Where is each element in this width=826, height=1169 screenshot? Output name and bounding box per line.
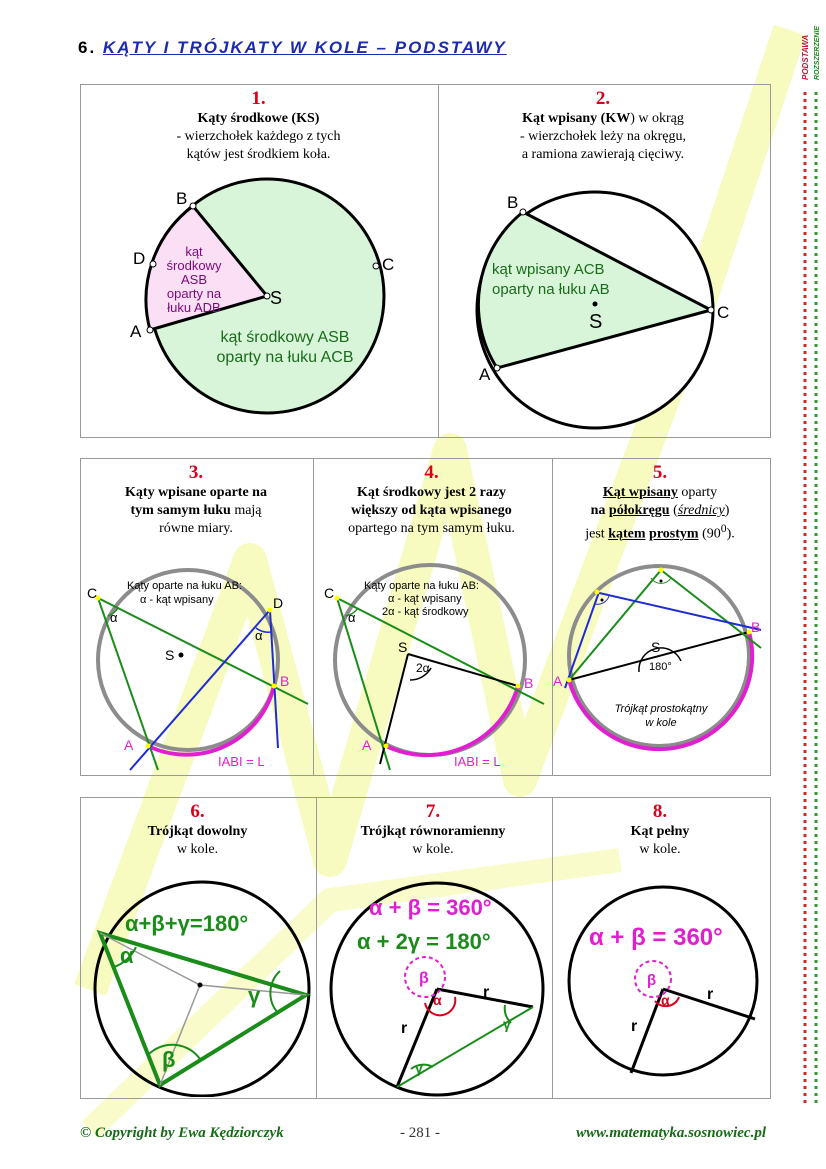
copyright: © Copyright by Ewa Kędziorczyk — [80, 1125, 284, 1141]
p5-line-3b: kątem — [608, 526, 646, 542]
website-link[interactable]: www.matematyka.sosnowiec.pl — [576, 1125, 766, 1141]
inner-line-5: łuku ADB — [167, 300, 221, 315]
panel-8-number: 8. — [652, 801, 668, 822]
arc-length: IABI = L — [218, 754, 265, 769]
p5-line-2a: na — [590, 503, 609, 518]
p4-line-3: opartego na tym samym łuku. — [348, 521, 515, 536]
panel-3-figure — [80, 458, 312, 774]
panel-3-number: 3. — [188, 462, 204, 483]
r-label-1: r — [707, 986, 714, 1003]
p2-title-pre: Kąt wpisany ( — [522, 111, 606, 126]
label-s: S — [398, 639, 408, 655]
panel-4-number: 4. — [424, 462, 439, 483]
label-d: D — [273, 595, 284, 611]
formula: α+β+γ=180° — [125, 911, 249, 936]
label-b: B — [507, 193, 519, 212]
label-b: B — [280, 673, 290, 689]
label-s: S — [270, 288, 283, 308]
p3-line-1: Kąty wpisane oparte na — [125, 485, 267, 500]
inner-line-1: kąt wpisany ACB — [492, 261, 605, 278]
arc-length: IABI = L — [454, 754, 501, 769]
label-s: S — [651, 639, 661, 655]
p5-line-3e: (90 — [698, 526, 721, 542]
p1-desc-2: kątów jest środkiem koła. — [186, 147, 331, 162]
inner-line-2: środkowy — [166, 258, 222, 273]
p5-line-2c: ( — [669, 503, 678, 518]
note-2: α - kąt wpisany — [388, 593, 462, 605]
inner-line-1: kąt — [185, 244, 203, 259]
p5-line-3g: ). — [726, 526, 735, 542]
label-c: C — [87, 585, 98, 601]
formula-1: α + β = 360° — [369, 895, 492, 920]
alpha: α — [120, 943, 134, 968]
label-b: B — [524, 675, 534, 691]
p2-desc-1: - wierzchołek leży na okręgu, — [520, 129, 686, 144]
outer-line-1: kąt środkowy ASB — [220, 329, 350, 346]
panel-7-figure — [315, 797, 551, 1097]
p6-line-2: w kole. — [176, 842, 219, 857]
inner-line-2: oparty na łuku AB — [492, 281, 610, 298]
p8-line-1: Kąt pełny — [630, 824, 690, 839]
alpha: α — [433, 992, 442, 1008]
label-s: S — [165, 647, 175, 663]
label-b: B — [176, 189, 188, 208]
panel-2-number: 2. — [595, 88, 611, 109]
beta: β — [647, 972, 657, 989]
alpha: α — [661, 992, 670, 1008]
p5-line-3f: 0 — [720, 522, 727, 535]
panel-5-figure — [551, 458, 769, 774]
p7-line-1: Trójkąt równoramienny — [360, 824, 506, 839]
panel-6-figure — [80, 797, 315, 1097]
beta: β — [419, 970, 429, 987]
page-number: - 281 - — [400, 1125, 440, 1141]
alpha-2: α — [255, 628, 263, 643]
r-label-1: r — [483, 984, 490, 1001]
r-label-2: r — [631, 1018, 638, 1035]
caption-1: Trójkąt prostokątny — [614, 703, 708, 715]
panel-4-figure — [312, 458, 551, 774]
p7-line-2: w kole. — [412, 842, 454, 857]
p1-abbr: KS — [296, 111, 315, 126]
r-label-2: r — [401, 1020, 408, 1037]
p4-line-2: większy od kąta wpisanego — [351, 503, 512, 518]
label-b: B — [751, 619, 761, 635]
outer-line-2: oparty na łuku ACB — [216, 349, 354, 366]
label-a: A — [124, 737, 134, 753]
p5-line-3a: jest — [585, 526, 609, 542]
gamma-1: γ — [503, 1016, 511, 1032]
p6-line-1: Trójkąt dowolny — [147, 824, 248, 839]
panel-7-number: 7. — [425, 801, 441, 822]
note-3: 2α - kąt środkowy — [382, 606, 469, 618]
p1-desc-1: - wierzchołek każdego z tych — [176, 129, 341, 144]
p5-line-2e: ) — [724, 503, 730, 518]
label-c: C — [717, 303, 730, 322]
p5-line-2d: średnicy — [677, 503, 725, 518]
inner-line-3: ASB — [180, 272, 208, 287]
p1-title-pre: Kąty środkowe ( — [197, 111, 297, 126]
formula: α + β = 360° — [589, 924, 723, 951]
label-a: A — [553, 673, 563, 689]
p3-line-2b: mają — [230, 503, 262, 518]
note-1: Kąty oparte na łuku AB: — [364, 580, 479, 592]
gamma: γ — [248, 983, 261, 1008]
p3-line-2a: tym samym łuku — [130, 503, 231, 518]
p2-abbr: KW — [605, 111, 631, 126]
panel-5-number: 5. — [652, 462, 668, 483]
formula-2: α + 2γ = 180° — [357, 929, 491, 954]
p3-line-3: równe miary. — [159, 521, 233, 536]
panel-2-figure — [437, 84, 769, 436]
label-c: C — [382, 255, 395, 274]
section-number: 6. — [78, 38, 97, 57]
panel-6-number: 6. — [190, 801, 205, 822]
label-c: C — [324, 585, 335, 601]
side-bar — [800, 22, 822, 1122]
panel-1-number: 1. — [251, 88, 266, 109]
p8-line-2: w kole. — [639, 842, 681, 857]
side-label-basic: PODSTAWA — [801, 34, 810, 80]
label-a: A — [362, 737, 372, 753]
label-a: A — [479, 365, 491, 384]
note-1: Kąty oparte na łuku AB: — [127, 580, 242, 592]
p5-line-1b: oparty — [677, 485, 718, 500]
p5-line-3d: prostym — [649, 526, 699, 542]
panel-1-figure — [80, 84, 437, 436]
alpha-1: α — [110, 610, 118, 625]
section-title: KĄTY I TRÓJKATY W KOLE – PODSTAWY — [102, 38, 507, 57]
p4-line-1: Kąt środkowy jest 2 razy — [356, 485, 507, 500]
label-a: A — [130, 322, 142, 341]
inner-line-4: oparty na — [166, 286, 222, 301]
panel-8-figure — [551, 797, 769, 1097]
p1-title-post: ) — [314, 111, 320, 126]
page-header — [78, 38, 507, 58]
p5-line-2b: półokręgu — [608, 503, 670, 518]
gamma-2: γ — [415, 1060, 423, 1076]
label-s: S — [589, 311, 603, 333]
p2-desc-2: a ramiona zawierają cięciwy. — [521, 147, 685, 162]
note-2: α - kąt wpisany — [140, 594, 214, 606]
deg-180: 180° — [649, 661, 672, 673]
p5-line-1a: Kąt wpisany — [602, 485, 678, 500]
caption-2: w kole — [645, 717, 677, 729]
alpha: α — [348, 610, 356, 625]
p2-title-post: ) w okrąg — [630, 111, 684, 126]
beta: β — [162, 1047, 176, 1072]
two-alpha: 2α — [416, 661, 430, 675]
label-d: D — [133, 249, 146, 268]
side-label-extended: ROZSZERZENIE — [814, 25, 821, 80]
